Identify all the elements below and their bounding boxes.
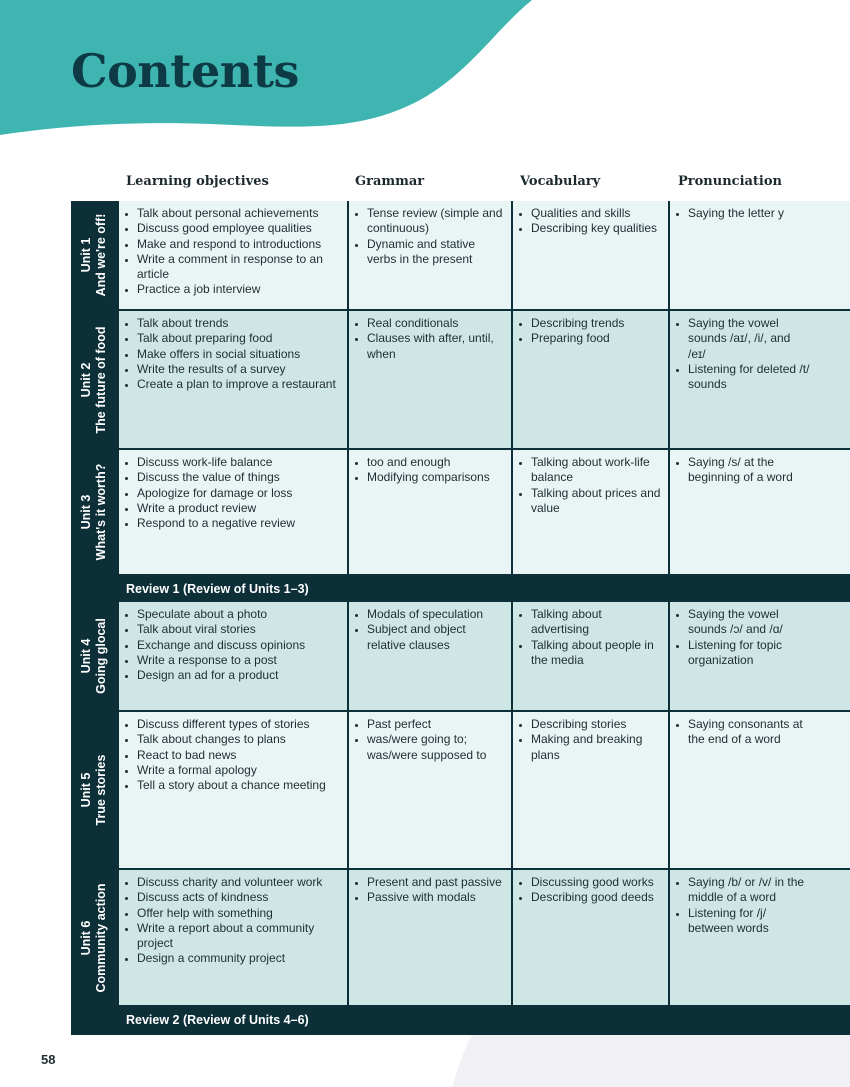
unit-number: Unit 1 (79, 237, 93, 273)
list-item: • Discuss acts of kindness (137, 890, 341, 905)
vocabulary-cell (511, 712, 668, 868)
unit-title: The future of food (94, 326, 108, 433)
review-row: Review 1 (Review of Units 1–3) (71, 576, 850, 602)
list-item: • Saying /s/ at the beginning of a word (688, 455, 810, 486)
grammar-cell (347, 201, 511, 309)
list-item: • Write a formal apology (137, 763, 341, 778)
unit-title: Community action (94, 882, 108, 993)
list-item: • React to bad news (137, 748, 341, 763)
column-header-objectives: Learning objectives (126, 174, 269, 189)
unit-number: Unit 3 (79, 494, 93, 530)
list-item: • Real conditionals (367, 316, 505, 331)
grammar-cell (347, 712, 511, 868)
list-item: • Write a response to a post (137, 653, 341, 668)
unit-row (71, 201, 850, 311)
objectives-cell (117, 311, 347, 448)
grammar-cell (347, 450, 511, 574)
unit-number: Unit 5 (79, 772, 93, 808)
column-header-vocabulary: Vocabulary (520, 174, 601, 189)
objectives-cell (117, 450, 347, 574)
list-item: • Speculate about a photo (137, 607, 341, 622)
objectives-cell (117, 712, 347, 868)
unit-label (71, 450, 117, 574)
unit-label (71, 870, 117, 1005)
list-item: • Dynamic and stative verbs in the present (367, 237, 505, 268)
list-item: • Describing stories (531, 717, 662, 732)
review-row: Review 2 (Review of Units 4–6) (71, 1007, 850, 1035)
list-item: • Preparing food (531, 331, 662, 346)
list-item: • Subject and object relative clauses (367, 622, 505, 653)
list-item: • Design a community project (137, 951, 341, 966)
list-item: • Past perfect (367, 717, 505, 732)
list-item: • Talking about advertising (531, 607, 662, 638)
list-item: • Talking about people in the media (531, 638, 662, 669)
list-item: • Write a report about a community project (137, 921, 341, 952)
list-item: • Saying consonants at the end of a word (688, 717, 810, 748)
list-item: • Present and past passive (367, 875, 505, 890)
list-item: • Making and breaking plans (531, 732, 662, 763)
list-item: • Listening for /j/ between words (688, 906, 810, 937)
list-item: • Talk about trends (137, 316, 341, 331)
list-item: • Discuss different types of stories (137, 717, 341, 732)
list-item: • Apologize for damage or loss (137, 486, 341, 501)
page-title: Contents (71, 44, 299, 98)
list-item: • Passive with modals (367, 890, 505, 905)
unit-number: Unit 2 (79, 362, 93, 397)
list-item: • Describing trends (531, 316, 662, 331)
column-header-grammar: Grammar (355, 174, 425, 189)
list-item: • Modifying comparisons (367, 470, 505, 485)
grammar-cell (347, 602, 511, 710)
unit-label (71, 602, 117, 710)
list-item: • Modals of speculation (367, 607, 505, 622)
unit-number: Unit 4 (79, 638, 93, 674)
list-item: • Tell a story about a chance meeting (137, 778, 341, 793)
vocabulary-cell (511, 602, 668, 710)
grammar-cell (347, 311, 511, 448)
unit-row (71, 870, 850, 1007)
unit-title: Going glocal (94, 618, 108, 694)
pronunciation-cell (668, 311, 850, 448)
list-item: • Clauses with after, until, when (367, 331, 505, 362)
list-item: • Discuss work-life balance (137, 455, 341, 470)
unit-row (71, 712, 850, 870)
unit-title: And we're off! (94, 213, 108, 297)
list-item: • Talk about personal achievements (137, 206, 341, 221)
list-item: • Discussing good works (531, 875, 662, 890)
unit-title: True stories (94, 754, 108, 826)
list-item: • Offer help with something (137, 906, 341, 921)
list-item: • Saying the letter y (688, 206, 810, 221)
list-item: • Saying the vowel sounds /ɔ/ and /ɑ/ (688, 607, 810, 638)
list-item: • Talk about preparing food (137, 331, 341, 346)
list-item: • Talk about viral stories (137, 622, 341, 637)
list-item: • Exchange and discuss opinions (137, 638, 341, 653)
list-item: • Make and respond to introductions (137, 237, 341, 252)
list-item: • Create a plan to improve a restaurant (137, 377, 341, 392)
pronunciation-cell (668, 870, 850, 1005)
objectives-cell (117, 602, 347, 710)
list-item: • Write a product review (137, 501, 341, 516)
list-item: • Describing good deeds (531, 890, 662, 905)
list-item: • Talk about changes to plans (137, 732, 341, 747)
pronunciation-cell (668, 602, 850, 710)
list-item: • Saying /b/ or /v/ in the middle of a word (688, 875, 810, 906)
pronunciation-cell (668, 450, 850, 574)
unit-title: What's it worth? (94, 463, 108, 561)
unit-label (71, 311, 117, 448)
unit-label (71, 201, 117, 309)
unit-number: Unit 6 (79, 920, 93, 955)
list-item: • Respond to a negative review (137, 516, 341, 531)
pronunciation-cell (668, 201, 850, 309)
list-item: • Practice a job interview (137, 282, 341, 297)
column-header-pronunciation: Pronunciation (678, 174, 782, 189)
list-item: • Qualities and skills (531, 206, 662, 221)
contents-table (71, 201, 850, 1035)
vocabulary-cell (511, 870, 668, 1005)
list-item: • Discuss good employee qualities (137, 221, 341, 236)
list-item: • too and enough (367, 455, 505, 470)
list-item: • Listening for deleted /t/ sounds (688, 362, 810, 393)
vocabulary-cell (511, 311, 668, 448)
unit-label (71, 712, 117, 868)
list-item: • Talking about prices and value (531, 486, 662, 517)
unit-row (71, 450, 850, 576)
list-item: • was/were going to; was/were supposed to (367, 732, 505, 763)
list-item: • Listening for topic organization (688, 638, 810, 669)
list-item: • Write a comment in response to an article (137, 252, 341, 283)
pronunciation-cell (668, 712, 850, 868)
objectives-cell (117, 201, 347, 309)
vocabulary-cell (511, 201, 668, 309)
list-item: • Make offers in social situations (137, 347, 341, 362)
vocabulary-cell (511, 450, 668, 574)
list-item: • Talking about work-life balance (531, 455, 662, 486)
objectives-cell (117, 870, 347, 1005)
list-item: • Design an ad for a product (137, 668, 341, 683)
list-item: • Discuss charity and volunteer work (137, 875, 341, 890)
list-item: • Describing key qualities (531, 221, 662, 236)
list-item: • Saying the vowel sounds /aɪ/, /i/, and /eɪ/ (688, 316, 810, 362)
page-number: 58 (41, 1052, 56, 1067)
list-item: • Discuss the value of things (137, 470, 341, 485)
grammar-cell (347, 870, 511, 1005)
unit-row (71, 311, 850, 450)
list-item: • Write the results of a survey (137, 362, 341, 377)
unit-row (71, 602, 850, 712)
column-header-row (0, 174, 850, 194)
list-item: • Tense review (simple and continuous) (367, 206, 505, 237)
